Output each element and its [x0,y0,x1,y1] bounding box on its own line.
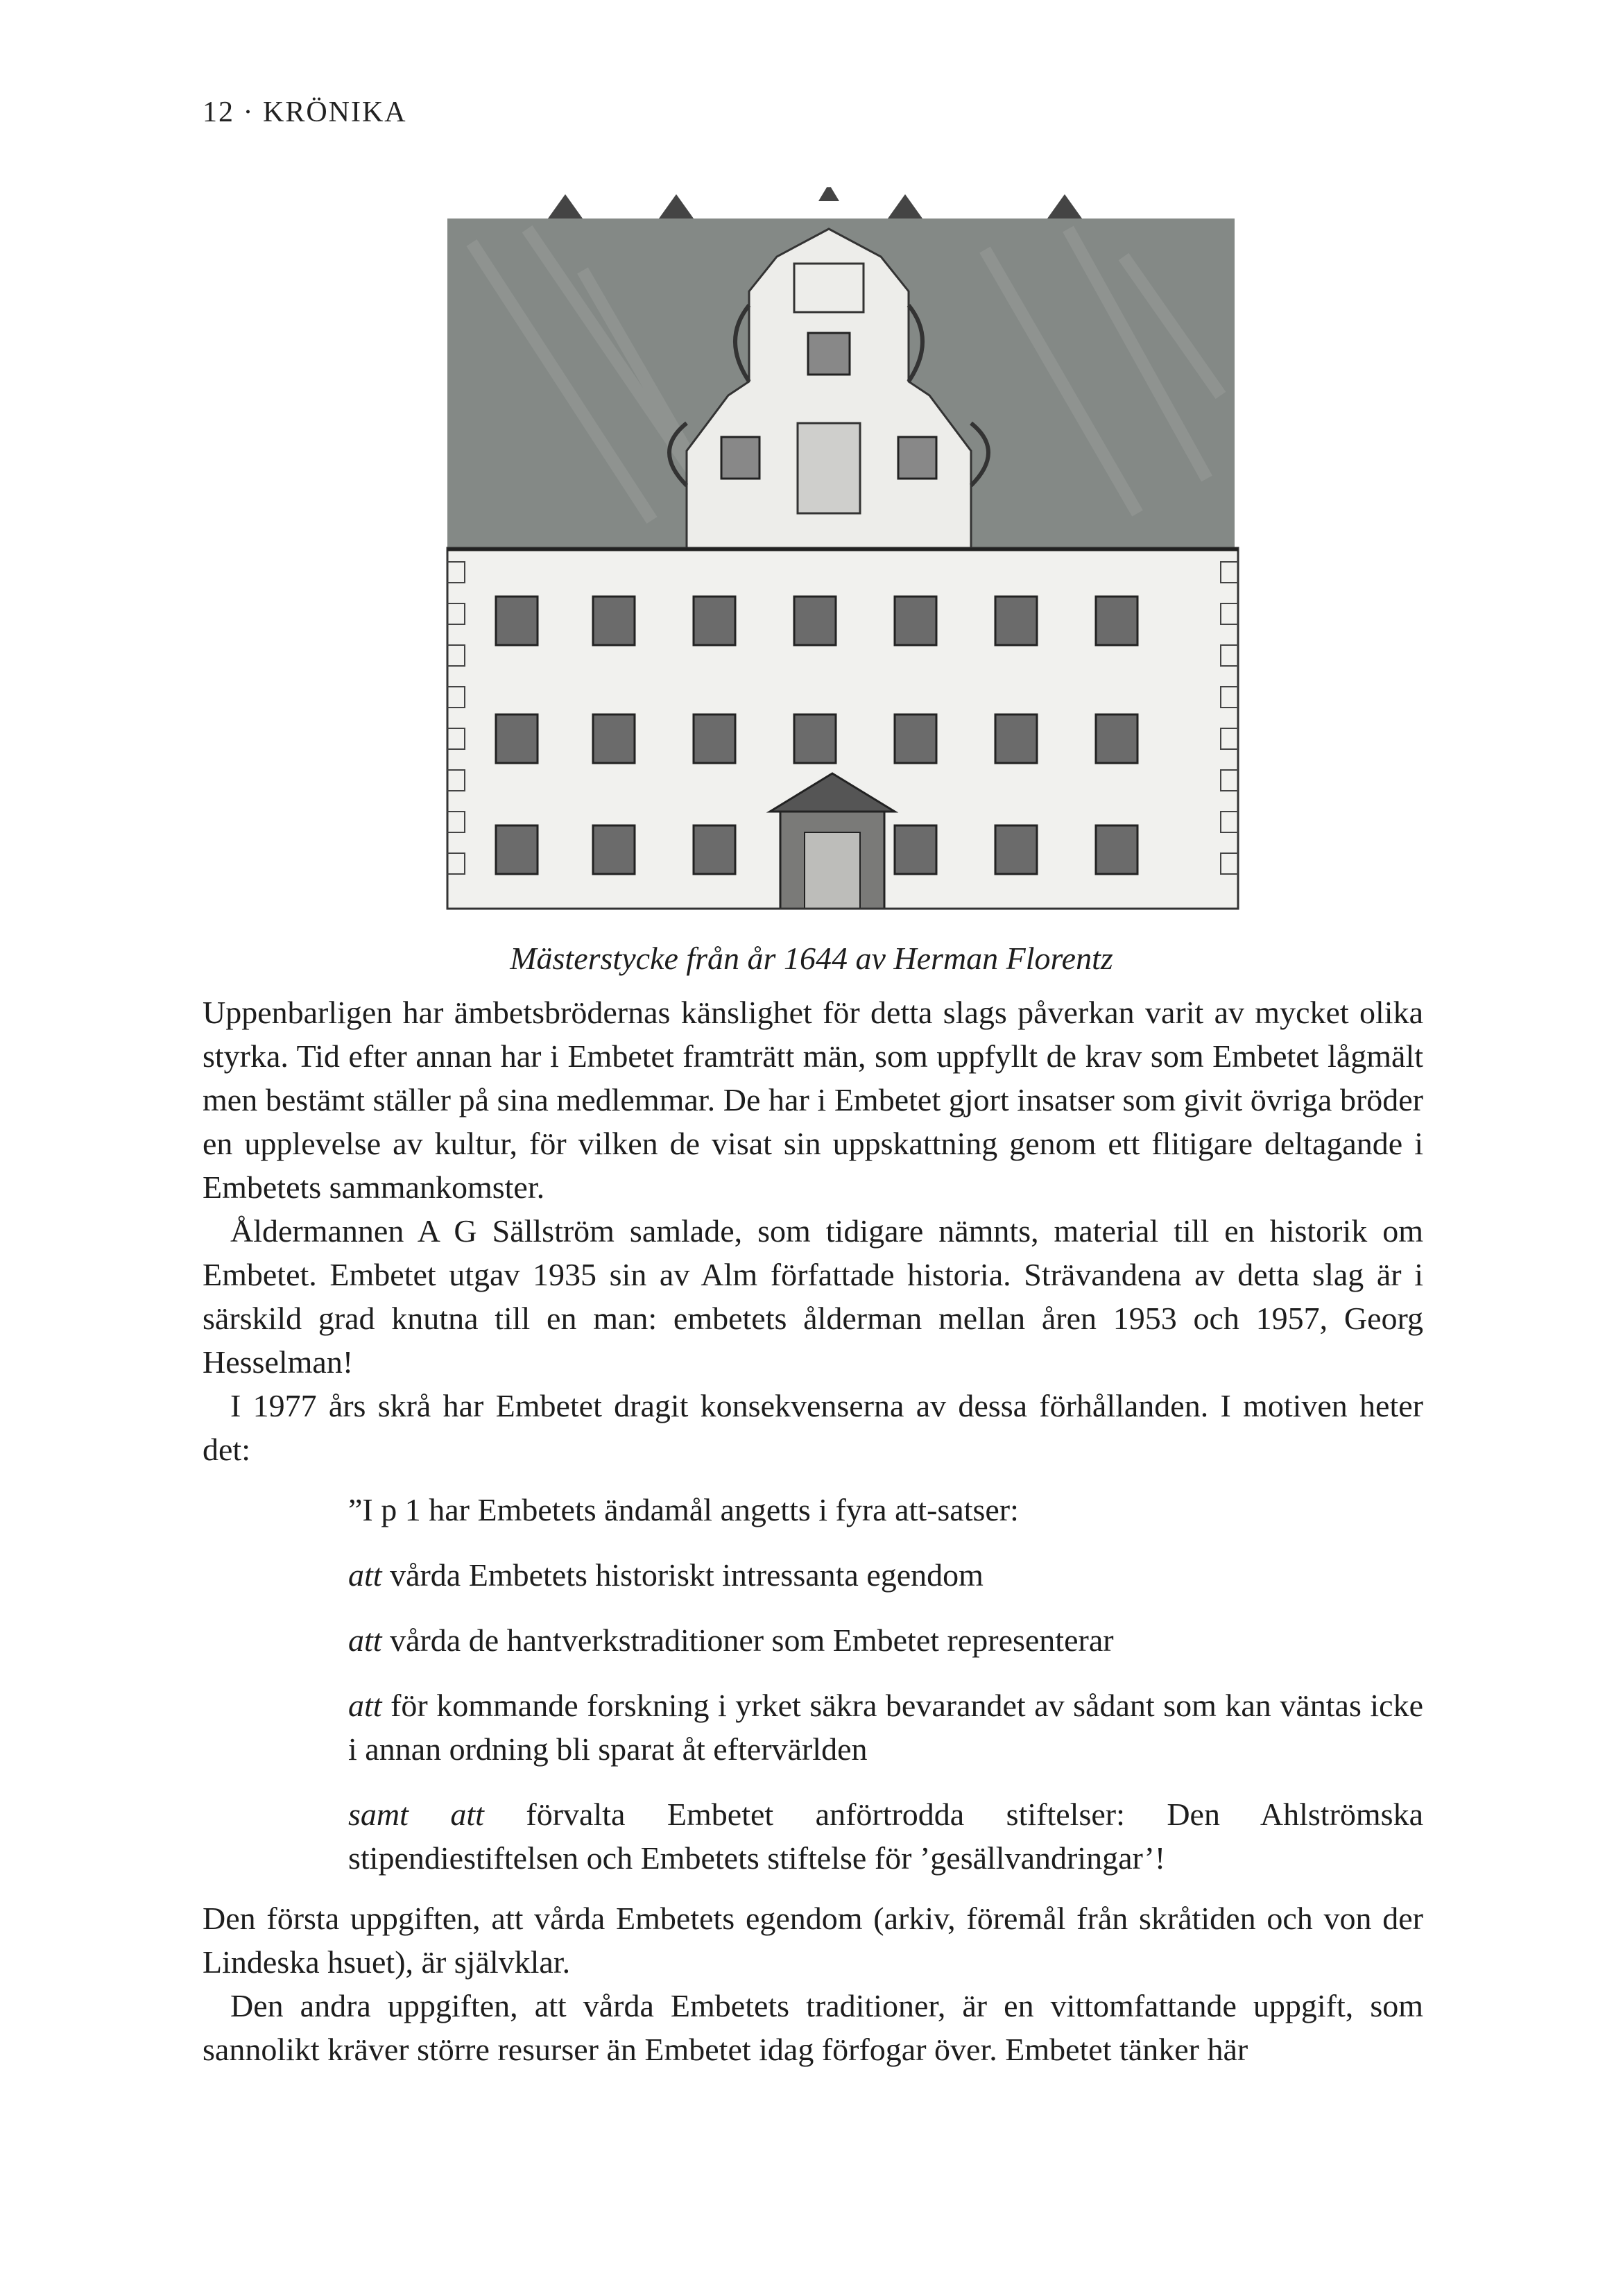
paragraph: Uppenbarligen har ämbetsbrödernas känslighet för detta slags påverkan varit av mycket olika styrka. Tid efter annan har i Embetet framträtt män, som uppfyllt de krav som Embetet lågmält men bestämt ställer på sina medlemmar. De har i Embetet gjort insatser som givit övriga bröder en upplevelse av kultur, för vilken de visat sin uppskattning genom ett flitigare deltagande i Embetets sammankomster. [203,995,1423,1205]
quote-item-text: vårda de hantverkstraditioner som Embetet representerar [381,1622,1114,1658]
figure-caption: Mästerstycke från år 1644 av Herman Florentz [510,941,1113,976]
quote-item [348,1792,1423,1880]
block-quote [348,1488,1423,1880]
body-text [203,991,1423,2071]
quote-item-text: förvalta Embetet anförtrodda stiftelser: Den Ahlströmska stipendiestiftelsen och Embetets stiftelse för ’gesällvandringar’! [348,1797,1423,1876]
quote-item [348,1618,1423,1662]
quote-item-lead: samt att [348,1797,484,1832]
quote-item-text: för kommande forskning i yrket säkra bevarandet av sådant som kan väntas icke i annan ordning bli sparat åt eftervärlden [348,1688,1423,1767]
running-head: 12 · KRÖNIKA [203,96,407,128]
paragraph: Den andra uppgiften, att vårda Embetets traditioner, är en vittomfattande uppgift, som sannolikt kräver större resurser än Embetet idag förfogar över. Embetet tänker här [203,1988,1423,2067]
paragraph: Den första uppgiften, att vårda Embetets egendom (arkiv, föremål från skråtiden och von der Lindeska hsuet), är självklar. [203,1901,1423,1980]
paragraph: I 1977 års skrå har Embetet dragit konsekvenserna av dessa förhållanden. I motiven heter det: [203,1388,1423,1467]
quote-item-text: vårda Embetets historiskt intressanta egendom [381,1557,984,1593]
quote-item-lead: att [348,1688,382,1723]
roof-finials [548,187,1082,219]
quote-intro: ”I p 1 har Embetets ändamål angetts i fyra att-satser: [348,1492,1019,1527]
facade-drawing-illustration [444,187,1242,916]
paragraph: Åldermannen A G Sällström samlade, som tidigare nämnts, material till en historik om Embetet. Embetet utgav 1935 sin av Alm författade historia. Strävandena av detta slag är i särskild grad knutna till en man: embetets ålderman mellan åren 1953 och 1957, Georg Hesselman! [203,1213,1423,1380]
quote-item [348,1553,1423,1597]
quote-item-lead: att [348,1557,382,1593]
quote-item [348,1684,1423,1771]
quote-item-lead: att [348,1622,382,1658]
